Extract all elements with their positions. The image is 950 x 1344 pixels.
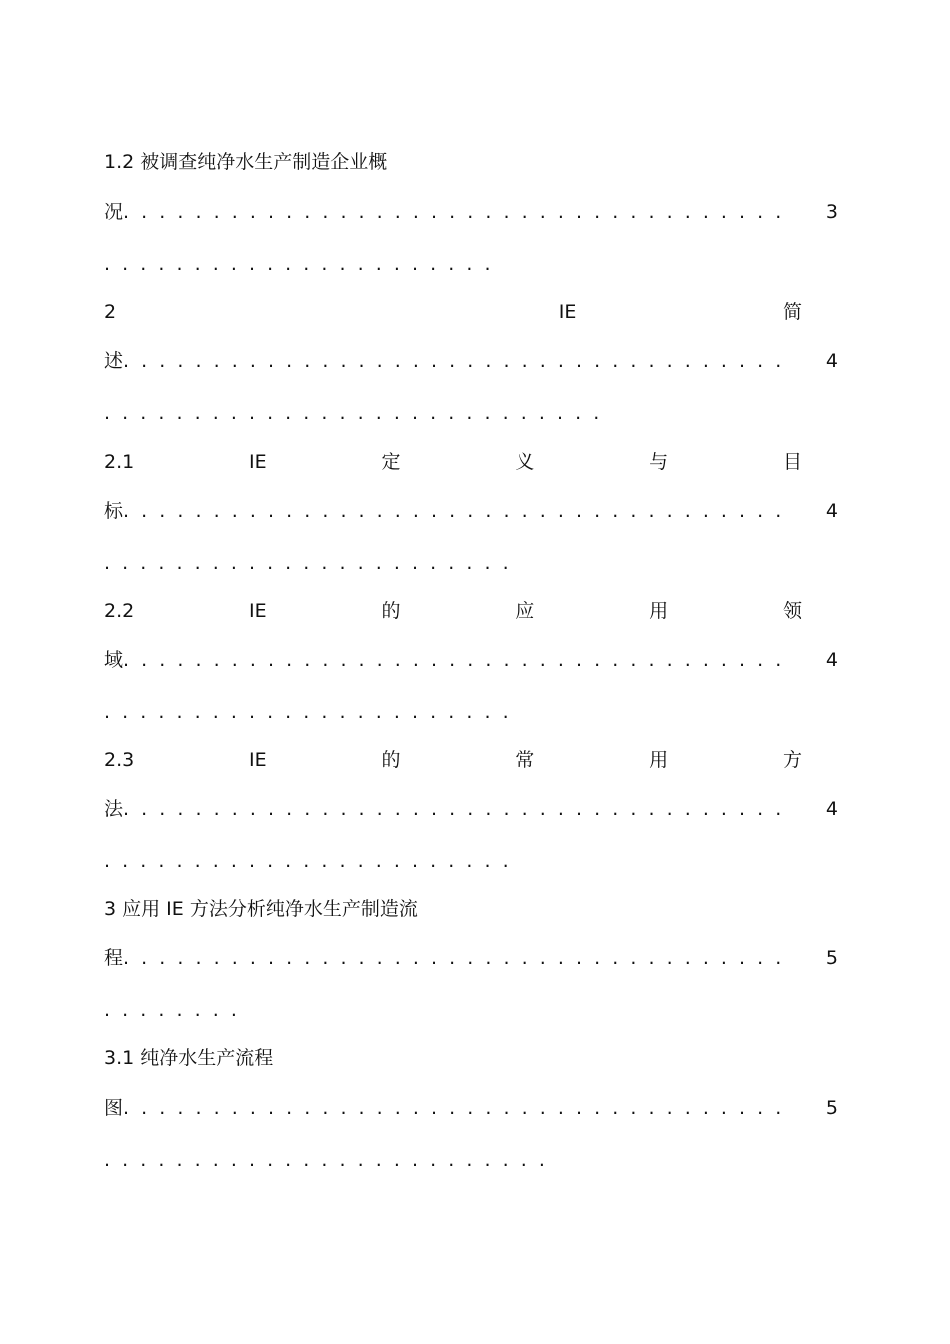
toc-entry-title [104,450,802,474]
toc-title-part: 2.2 [104,600,135,622]
toc-entry-title: 3.1 纯净水生产流程 [104,1047,274,1069]
toc-title-part: 2.3 [104,749,135,771]
dot-leader [123,797,790,821]
toc-title-part: 的 [381,749,401,771]
toc-title-part: 的 [381,600,401,622]
toc-leader-char: 标 [104,500,124,522]
toc-entry-title [104,300,802,324]
toc-entry-leader [104,349,838,373]
dot-leader [123,499,790,523]
toc-title-part: IE [249,600,267,622]
dot-leader [123,349,790,373]
toc-title-part: 2 [104,301,117,323]
dot-leader-continuation [104,252,496,276]
toc-entry-leader [104,648,838,672]
toc-leader-char: 程 [104,947,124,969]
dot-leader [123,946,790,970]
toc-title-part: IE [558,301,577,323]
dot-leader-continuation [104,551,518,575]
toc-page-number: 4 [825,350,838,372]
toc-leader-char: 述 [104,350,124,372]
toc-entry-title: 3 应用 IE 方法分析纯净水生产制造流 [104,898,418,920]
dot-leader-continuation [104,998,244,1022]
dot-leader-continuation [104,1148,556,1172]
toc-title-part: 义 [515,451,535,473]
toc-entry-leader [104,946,838,970]
dot-leader [123,200,790,224]
toc-entry-leader [104,1096,838,1120]
toc-title-part: 应 [515,600,535,622]
toc-title-part: 用 [649,749,669,771]
toc-title-part: 方 [782,749,802,771]
dot-leader-continuation [104,849,518,873]
toc-page-number: 5 [825,1097,838,1119]
toc-title-part: IE [249,749,267,771]
dot-leader-continuation [104,700,518,724]
toc-page-number: 3 [825,201,838,223]
toc-title-part: 用 [649,600,669,622]
toc-page-number: 4 [825,500,838,522]
toc-leader-char: 域 [104,649,124,671]
toc-leader-char: 况 [104,201,124,223]
toc-entry-title [104,599,802,623]
toc-title-part: 简 [782,301,802,323]
toc-entry-title [104,748,802,772]
dot-leader [123,648,790,672]
toc-page-number: 4 [825,798,838,820]
dot-leader-continuation [104,401,612,425]
toc-leader-char: 法 [104,798,124,820]
toc-title-part: 领 [782,600,802,622]
toc-title-part: 2.1 [104,451,135,473]
toc-entry-leader [104,499,838,523]
toc-leader-char: 图 [104,1097,124,1119]
toc-page-number: 5 [825,947,838,969]
toc-title-part: 目 [782,451,802,473]
toc-entry-leader [104,200,838,224]
toc-entry-leader [104,797,838,821]
toc-page-number: 4 [825,649,838,671]
toc-entry-title: 1.2 被调查纯净水生产制造企业概 [104,151,388,173]
toc-title-part: 常 [515,749,535,771]
toc-title-part: 定 [381,451,401,473]
toc-title-part: 与 [649,451,669,473]
dot-leader [123,1096,790,1120]
toc-title-part: IE [249,451,267,473]
